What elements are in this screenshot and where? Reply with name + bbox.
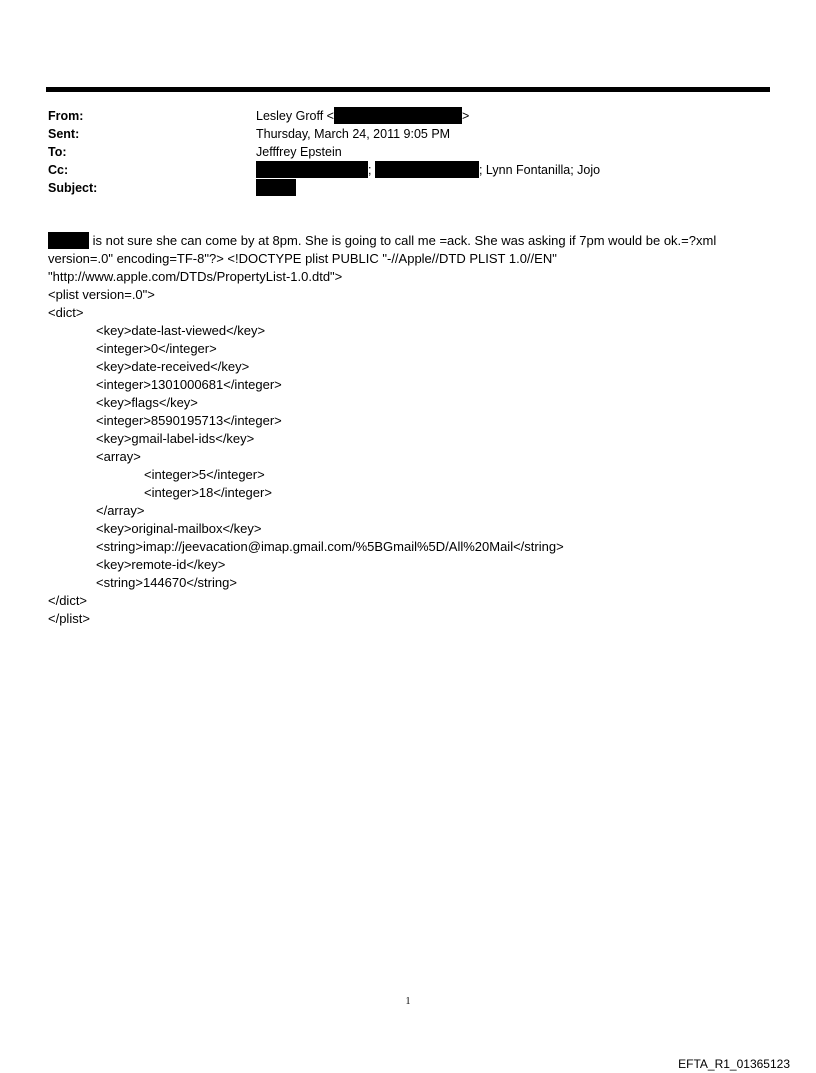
cc-tail: ; Lynn Fontanilla; Jojo	[478, 163, 601, 177]
cc-row	[0, 161, 816, 179]
body-line: <integer>8590195713</integer>	[96, 413, 282, 428]
body-line: <integer>5</integer>	[144, 467, 265, 482]
from-value	[256, 107, 469, 125]
page-number: 1	[405, 996, 411, 1007]
cc-label: Cc:	[48, 163, 69, 177]
body-line: "http://www.apple.com/DTDs/PropertyList-1.0.dtd">	[48, 269, 343, 284]
body-line: <key>gmail-label-ids</key>	[96, 431, 255, 446]
redaction-box	[256, 179, 296, 196]
redaction-box	[334, 107, 462, 124]
from-label: From:	[48, 109, 84, 123]
redaction-box	[48, 232, 89, 249]
body-line: <integer>1301000681</integer>	[96, 377, 282, 392]
subject-row	[0, 179, 816, 197]
email-body	[48, 232, 768, 628]
to-label: To:	[48, 145, 67, 159]
redaction-box	[256, 161, 368, 178]
body-line: <integer>0</integer>	[96, 341, 217, 356]
body-line: <key>flags</key>	[96, 395, 198, 410]
from-name: Lesley Groff <	[256, 109, 334, 123]
body-line: <key>date-received</key>	[96, 359, 250, 374]
body-line: <array>	[96, 449, 141, 464]
body-text: is not sure she can come by at 8pm. She is going to call me =ack. She was asking if 7pm would be ok.=?xml	[89, 233, 717, 248]
body-line: <string>144670</string>	[96, 575, 237, 590]
body-line	[48, 232, 768, 250]
body-line: </dict>	[48, 593, 88, 608]
sent-value: Thursday, March 24, 2011 9:05 PM	[256, 127, 451, 141]
body-line: <plist version=.0">	[48, 287, 155, 302]
sent-label: Sent:	[48, 127, 80, 141]
document-id: EFTA_R1_01365123	[678, 1057, 790, 1071]
body-line: </array>	[96, 503, 145, 518]
from-row	[0, 107, 816, 125]
body-line: <string>imap://jeevacation@imap.gmail.com/%5BGmail%5D/All%20Mail</string>	[96, 539, 564, 554]
subject-label: Subject:	[48, 181, 98, 195]
subject-value	[256, 179, 296, 197]
body-line: <key>original-mailbox</key>	[96, 521, 262, 536]
body-line: </plist>	[48, 611, 90, 626]
body-line: <key>remote-id</key>	[96, 557, 226, 572]
cc-value	[256, 161, 600, 179]
redaction-box	[375, 161, 479, 178]
from-close: >	[461, 109, 470, 123]
body-line: <dict>	[48, 305, 84, 320]
cc-separator: ;	[368, 163, 372, 177]
body-line: <integer>18</integer>	[144, 485, 272, 500]
to-row	[0, 143, 816, 161]
header-rule	[46, 87, 770, 92]
sent-row	[0, 125, 816, 143]
to-value: Jefffrey Epstein	[256, 145, 342, 159]
body-line: <key>date-last-viewed</key>	[96, 323, 266, 338]
body-line: version=.0" encoding=TF-8"?> <!DOCTYPE plist PUBLIC "-//Apple//DTD PLIST 1.0//EN"	[48, 251, 557, 266]
